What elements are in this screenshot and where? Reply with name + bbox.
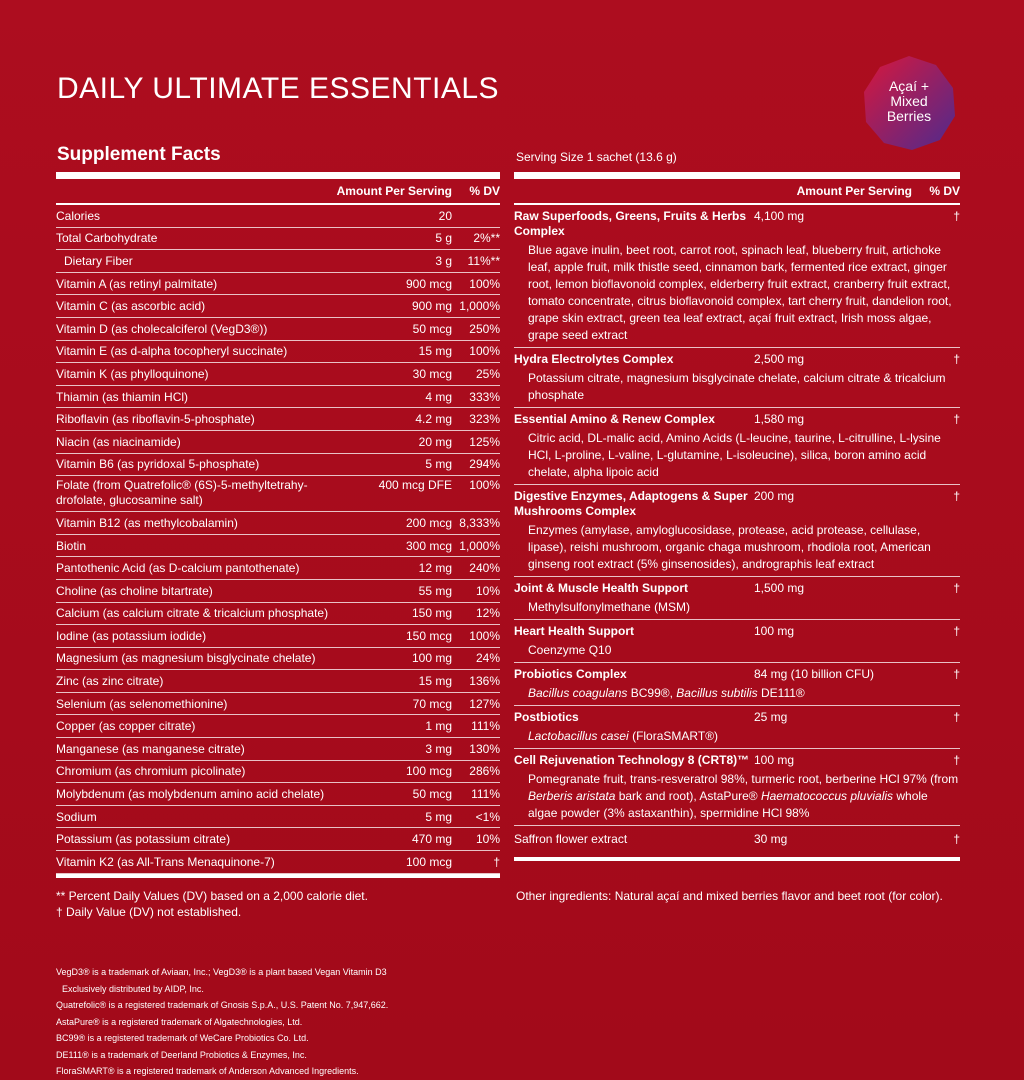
nutrient-row [56,648,500,671]
block-dv: † [953,489,960,503]
nutrient-dv: 286% [469,764,500,779]
block-name: Hydra Electrolytes Complex [514,352,674,366]
desc-text: DE111® [757,686,805,700]
table-header [514,179,960,205]
block-dv: † [953,624,960,638]
nutrient-amount: 3 g [435,253,452,268]
nutrient-row [56,851,500,874]
nutrient-row [56,341,500,364]
other-ingredients: Other ingredients: Natural açaí and mixed berries flavor and beet root (for color). [516,889,943,903]
nutrient-amount: 55 mg [418,583,452,598]
nutrient-dv: 10% [475,583,500,598]
block-name: Postbiotics [514,710,579,724]
nutrient-dv: 10% [475,832,500,847]
nutrient-name: Dietary Fiber [64,253,133,268]
nutrient-row [56,250,500,273]
nutrient-name: Magnesium (as magnesium bisglycinate chelate) [56,651,316,666]
nutrient-amount: 100 mcg [405,764,452,779]
block-amount: 4,100 mg [754,209,805,223]
table-header [56,179,500,205]
flavor-badge [860,54,958,152]
nutrient-name: Vitamin B12 (as methylcobalamin) [56,515,238,530]
nutrient-amount: 150 mcg [405,628,452,643]
nutrient-dv: 127% [469,696,500,711]
nutrient-amount: 900 mg [411,299,452,314]
nutrient-dv: 11%** [467,253,500,268]
saffron-dv: † [953,832,960,846]
nutrient-amount: 300 mcg [405,538,452,553]
species-name: Bacillus coagulans [528,686,628,700]
nutrient-amount: 150 mg [411,606,452,621]
nutrient-amount: 50 mcg [412,787,452,802]
supplement-facts-heading: Supplement Facts [57,144,221,165]
nutrient-name: Selenium (as selenomethionine) [56,696,228,711]
nutrient-dv: 100% [469,276,500,291]
header-dv: % DV [929,184,960,198]
trademark-line: DE111® is a trademark of Deerland Probiotics & Enzymes, Inc. [56,1049,307,1060]
nutrient-row [56,386,500,409]
nutrient-dv: 111% [471,787,500,802]
nutrient-amount: 3 mg [425,741,452,756]
nutrient-name: Vitamin C (as ascorbic acid) [56,299,206,314]
table-top-rule [56,172,500,179]
nutrient-name: Total Carbohydrate [56,231,158,246]
nutrient-name: Vitamin K2 (as All-Trans Menaquinone-7) [56,854,275,869]
species-name: Haematococcus pluvialis [760,789,894,803]
nutrient-name: Potassium (as potassium citrate) [56,832,231,847]
nutrient-amount: 5 g [435,231,452,246]
trademark-line: BC99® is a registered trademark of WeCare Probiotics Co. Ltd. [56,1033,309,1043]
block-description: Potassium citrate, magnesium bisglycinate chelate, calcium citrate & tricalcium phosphate [528,371,946,402]
nutrient-name: Vitamin A (as retinyl palmitate) [56,276,218,291]
footnotes [56,888,476,920]
nutrient-dv: † [493,854,500,869]
nutrient-amount: 470 mg [411,832,452,847]
nutrient-dv: <1% [475,809,500,824]
nutrient-dv: 25% [475,366,500,381]
nutrient-dv: 100% [469,478,500,493]
nutrient-amount: 15 mg [418,674,452,689]
nutrient-name: Folate (from Quatrefolic® (6S)-5-methyltetrahy-drofolate, glucosamine salt) [56,478,308,508]
nutrient-dv: 294% [469,457,500,472]
nutrient-dv: 24% [475,651,500,666]
block-description: Enzymes (amylase, amyloglucosidase, protease, acid protease, cellulase, lipase), reishi mushroom, organic chaga mushroom, rhodiola root, American ginseng root extract (5% ginsenosides), andrographis leaf extract [528,523,931,571]
nutrient-dv: 8,333% [459,515,500,530]
header-dv: % DV [469,184,500,198]
table-top-rule [514,172,960,179]
nutrient-name: Molybdenum (as molybdenum amino acid chelate) [56,787,325,802]
nutrient-row [56,205,500,228]
block-description [514,771,960,822]
nutrient-amount: 1 mg [425,719,452,734]
block-name: Probiotics Complex [514,667,627,681]
nutrient-amount: 15 mg [418,344,452,359]
nutrient-row [56,318,500,341]
block-description [514,685,960,702]
nutrient-name: Vitamin E (as d-alpha tocopheryl succinate) [56,344,288,359]
nutrient-amount: 20 [438,208,452,223]
ingredient-block [514,620,960,663]
nutrient-dv: 100% [469,344,500,359]
nutrient-row [56,295,500,318]
block-description: Coenzyme Q10 [528,643,612,657]
nutrient-row [56,828,500,851]
nutrient-dv: 12% [475,606,500,621]
nutrient-row [56,670,500,693]
nutrient-row [56,806,500,829]
nutrient-row [56,738,500,761]
desc-text: BC99®, [627,686,677,700]
nutrient-name: Iodine (as potassium iodide) [56,628,207,643]
nutrient-name: Riboflavin (as riboflavin-5-phosphate) [56,412,255,427]
saffron-row [514,826,960,857]
nutrient-row [56,625,500,648]
table-bottom-rule [56,874,500,878]
block-name: Joint & Muscle Health Support [514,581,689,595]
nutrient-row [56,580,500,603]
ingredient-block [514,706,960,749]
nutrient-name: Vitamin D (as cholecalciferol (VegD3®)) [56,321,268,336]
footnote-not-established: † Daily Value (DV) not established. [56,905,242,919]
ingredient-block [514,348,960,408]
block-amount: 100 mg [754,753,795,767]
block-description: Methylsulfonylmethane (MSM) [528,600,691,614]
block-dv: † [953,209,960,223]
nutrient-dv: 130% [469,741,500,756]
nutrient-name: Choline (as choline bitartrate) [56,583,213,598]
nutrient-dv: 1,000% [459,538,500,553]
nutrient-row [56,693,500,716]
nutrient-name: Pantothenic Acid (as D-calcium pantothenate) [56,561,300,576]
nutrient-row [56,431,500,454]
page-title: DAILY ULTIMATE ESSENTIALS [57,72,500,105]
nutrient-name: Vitamin B6 (as pyridoxal 5-phosphate) [56,457,260,472]
species-name: Bacillus subtilis [676,686,758,700]
nutrient-dv: 240% [469,561,500,576]
nutrient-dv: 111% [471,719,500,734]
block-amount: 1,500 mg [754,581,805,595]
nutrient-dv: 333% [469,389,500,404]
trademark-line: AstaPure® is a registered trademark of Algatechnologies, Ltd. [56,1016,303,1027]
nutrient-name: Vitamin K (as phylloquinone) [56,366,209,381]
left-facts-table [56,172,500,878]
nutrient-amount: 200 mcg [405,515,452,530]
block-name: Essential Amino & Renew Complex [514,412,715,426]
ingredient-block [514,408,960,485]
nutrient-amount: 900 mcg [405,276,452,291]
saffron-name: Saffron flower extract [514,832,628,846]
trademark-line: VegD3® is a trademark of Aviaan, Inc.; VegD3® is a plant based Vegan Vitamin D3 [56,967,387,977]
nutrient-amount: 70 mcg [412,696,452,711]
nutrient-row [56,454,500,477]
table-bottom-rule [514,857,960,861]
block-name: Cell Rejuvenation Technology 8 (CRT8)™ [514,753,750,767]
header-amount: Amount Per Serving [336,184,452,198]
nutrient-name: Manganese (as manganese citrate) [56,741,245,756]
nutrient-name: Calories [56,208,101,223]
nutrient-name: Biotin [56,538,87,553]
nutrient-row [56,715,500,738]
nutrient-row [56,603,500,626]
nutrient-amount: 400 mcg DFE [378,478,452,493]
nutrient-dv: 250% [469,321,500,336]
nutrient-amount: 4.2 mg [415,412,452,427]
block-description: Blue agave inulin, beet root, carrot root, spinach leaf, blueberry fruit, artichoke leaf, apple fruit, milk thistle seed, cinnamon bark, fermented rice extract, ginger root, lemon bioflavonoid complex, elderberry fruit extract, cranberry fruit extract, tomato concentrate, citrus bioflavonoid complex, tart cherry fruit, dandelion root, grape skin extract, green tea leaf extract, açaí fruit extract, Irish moss algae, grape seed extract [528,243,952,342]
nutrient-name: Sodium [56,809,97,824]
nutrient-amount: 5 mg [425,809,452,824]
block-amount: 1,580 mg [754,412,805,426]
block-dv: † [953,581,960,595]
block-description: Citric acid, DL-malic acid, Amino Acids (L-leucine, taurine, L-citrulline, L-lysine HCl, L-proline, L-valine, L-glutamine, L-isoleucine), silica, boron amino acid chelate, alpha lipoic acid [528,431,941,479]
ingredient-block [514,749,960,826]
block-amount: 84 mg (10 billion CFU) [754,667,875,681]
ingredient-block [514,205,960,348]
nutrient-amount: 100 mg [411,651,452,666]
nutrient-row [56,273,500,296]
nutrient-row [56,761,500,784]
nutrient-row [56,228,500,251]
nutrient-row [56,512,500,535]
nutrient-dv: 2%** [473,231,500,246]
nutrient-dv: 136% [469,674,500,689]
block-dv: † [953,753,960,767]
nutrient-dv: 125% [469,434,500,449]
ingredient-block [514,663,960,706]
species-name: Lactobacillus casei [528,729,629,743]
nutrient-dv: 100% [469,628,500,643]
nutrient-amount: 100 mcg [405,854,452,869]
block-name: Heart Health Support [514,624,635,638]
desc-text: Pomegranate fruit, trans-resveratrol 98%, turmeric root, berberine HCl 97% (from [528,772,959,786]
nutrient-amount: 30 mcg [412,366,452,381]
nutrient-name: Chromium (as chromium picolinate) [56,764,246,779]
ingredient-block [514,577,960,620]
nutrient-row [56,783,500,806]
header-amount: Amount Per Serving [796,184,912,198]
nutrient-amount: 5 mg [425,457,452,472]
block-name: Raw Superfoods, Greens, Fruits & Herbs Complex [514,209,747,238]
block-amount: 2,500 mg [754,352,805,366]
badge-line-2: Mixed [890,93,928,109]
block-dv: † [953,667,960,681]
block-name: Digestive Enzymes, Adaptogens & Super Mushrooms Complex [514,489,748,518]
trademark-notices [56,964,516,1080]
nutrient-name: Calcium (as calcium citrate & tricalcium phosphate) [56,606,329,621]
block-dv: † [953,352,960,366]
badge-line-1: Açaí + [888,78,930,94]
species-name: Berberis aristata [528,789,616,803]
block-amount: 200 mg [754,489,795,503]
trademark-line: Quatrefolic® is a registered trademark of Gnosis S.p.A., U.S. Patent No. 7,947,662. [56,1000,389,1010]
nutrient-amount: 12 mg [418,561,452,576]
nutrient-amount: 20 mg [418,434,452,449]
trademark-line: Exclusively distributed by AIDP, Inc. [62,983,204,994]
block-amount: 100 mg [754,624,795,638]
desc-text: whole algae powder (3% astaxanthin), spermidine HCl 98% [528,789,928,820]
desc-text: (FloraSMART®) [628,729,719,743]
nutrient-name: Niacin (as niacinamide) [56,434,181,449]
block-amount: 25 mg [754,710,788,724]
nutrient-row [56,408,500,431]
block-dv: † [953,412,960,426]
block-description [514,728,960,745]
nutrient-row [56,557,500,580]
nutrient-name: Thiamin (as thiamin HCl) [56,389,189,404]
saffron-amount: 30 mg [754,832,788,846]
nutrient-row [56,476,500,512]
nutrient-row [56,535,500,558]
nutrient-amount: 4 mg [425,389,452,404]
nutrient-amount: 50 mcg [412,321,452,336]
trademark-line: FloraSMART® is a registered trademark of Anderson Advanced Ingredients. [56,1066,359,1076]
nutrient-dv: 1,000% [459,299,500,314]
nutrient-dv: 323% [469,412,500,427]
ingredient-block [514,485,960,577]
nutrient-row [56,363,500,386]
badge-line-3: Berries [886,108,932,124]
desc-text: bark and root), AstaPure® [615,789,761,803]
nutrient-name: Copper (as copper citrate) [56,719,196,734]
right-facts-table [514,172,960,861]
serving-size: Serving Size 1 sachet (13.6 g) [516,150,677,164]
block-dv: † [953,710,960,724]
nutrient-name: Zinc (as zinc citrate) [56,674,164,689]
footnote-dv: ** Percent Daily Values (DV) based on a 2,000 calorie diet. [56,889,368,903]
